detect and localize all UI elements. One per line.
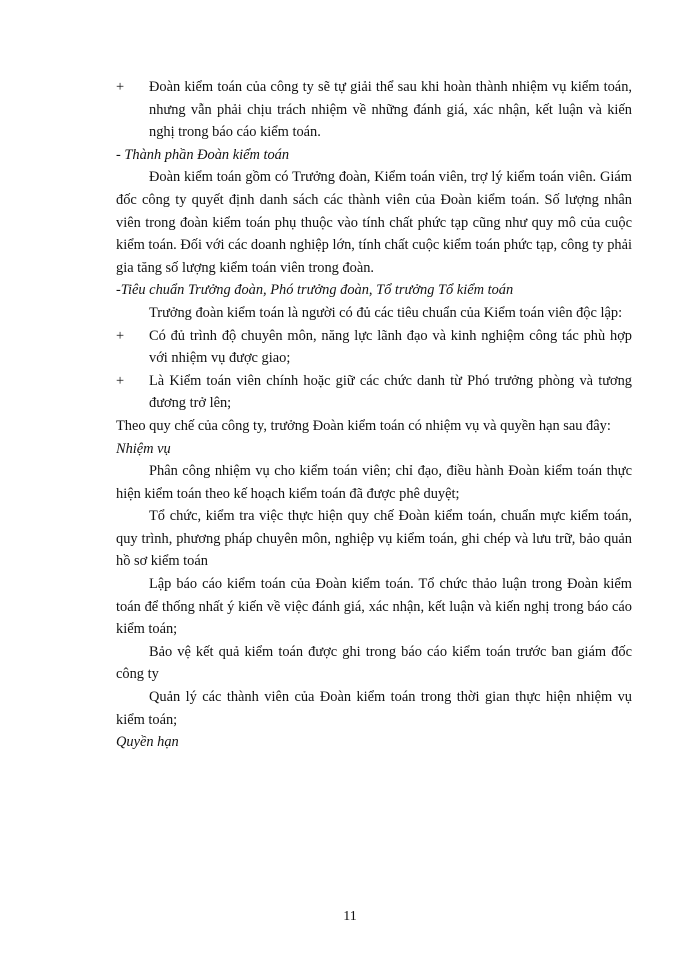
bullet-text: Đoàn kiểm toán của công ty sẽ tự giải thể sau khi hoàn thành nhiệm vụ kiểm toán, nhưng vẫn phải chịu trách nhiệm về những đánh giá, xác nhận, kết luận và kiến nghị trong báo cáo kiểm toán.: [149, 79, 632, 141]
bullet-marker: +: [116, 327, 125, 344]
bullet-rank: [116, 370, 632, 415]
bullet-marker: +: [116, 372, 125, 389]
paragraph-leader-standards-intro: Trưởng đoàn kiểm toán là người có đủ các tiêu chuẩn của Kiểm toán viên độc lập:: [149, 304, 623, 321]
bullet-marker: +: [116, 79, 125, 95]
bullet-self-dissolution: [116, 76, 632, 144]
bullet-text: Có đủ trình độ chuyên môn, năng lực lãnh đạo và kinh nghiệm công tác phù hợp với nhiệm vụ được giao;: [149, 327, 632, 367]
bullet-text: Là Kiểm toán viên chính hoặc giữ các chức danh từ Phó trưởng phòng và tương đương trở lên;: [149, 372, 632, 412]
bullet-qualification: [116, 325, 632, 370]
heading-powers: Quyền hạn: [116, 734, 179, 751]
paragraph-duty-manage: Quản lý các thành viên của Đoàn kiểm toán trong thời gian thực hiện nhiệm vụ kiểm toán;: [116, 689, 632, 728]
paragraph-duty-defend: Bảo vệ kết quả kiểm toán được ghi trong báo cáo kiểm toán trước ban giám đốc công ty: [116, 643, 632, 683]
heading-leader-standards: -Tiêu chuẩn Trưởng đoàn, Phó trưởng đoàn, Tổ trưởng Tổ kiểm toán: [116, 282, 514, 299]
page-body: [116, 76, 632, 754]
page-number: 11: [343, 909, 357, 924]
paragraph-regulation: Theo quy chế của công ty, trưởng Đoàn kiểm toán có nhiệm vụ và quyền hạn sau đây:: [116, 417, 611, 434]
paragraph-team-composition: Đoàn kiểm toán gồm có Trưởng đoàn, Kiểm toán viên, trợ lý kiểm toán viên. Giám đốc công ty quyết định danh sách các thành viên của Đoàn kiểm toán. Số lượng nhân viên trong đoàn kiểm toán phụ thuộc vào tính chất phức tạp cũng như quy mô của cuộc kiểm toán. Đối với các doanh nghiệp lớn, tính chất cuộc kiểm toán phức tạp, công ty phải gia tăng số lượng kiểm toán viên trong đoàn.: [116, 169, 632, 276]
heading-duties: Nhiệm vụ: [116, 440, 171, 457]
paragraph-duty-inspect: Tổ chức, kiểm tra việc thực hiện quy chế Đoàn kiểm toán, chuẩn mực kiểm toán, quy trình, phương pháp chuyên môn, nghiệp vụ kiểm toán, ghi chép và lưu trữ, bảo quản hồ sơ kiểm toán: [116, 508, 632, 570]
heading-team-composition: - Thành phần Đoàn kiểm toán: [116, 146, 290, 163]
paragraph-duty-assign: Phân công nhiệm vụ cho kiểm toán viên; chỉ đạo, điều hành Đoàn kiểm toán thực hiện kiểm toán theo kế hoạch kiểm toán đã được phê duyệt;: [116, 463, 632, 502]
paragraph-duty-report: Lập báo cáo kiểm toán của Đoàn kiểm toán. Tổ chức thảo luận trong Đoàn kiểm toán để thống nhất ý kiến về việc đánh giá, xác nhận, kết luận và kiến nghị trong báo cáo kiểm toán;: [116, 576, 632, 638]
